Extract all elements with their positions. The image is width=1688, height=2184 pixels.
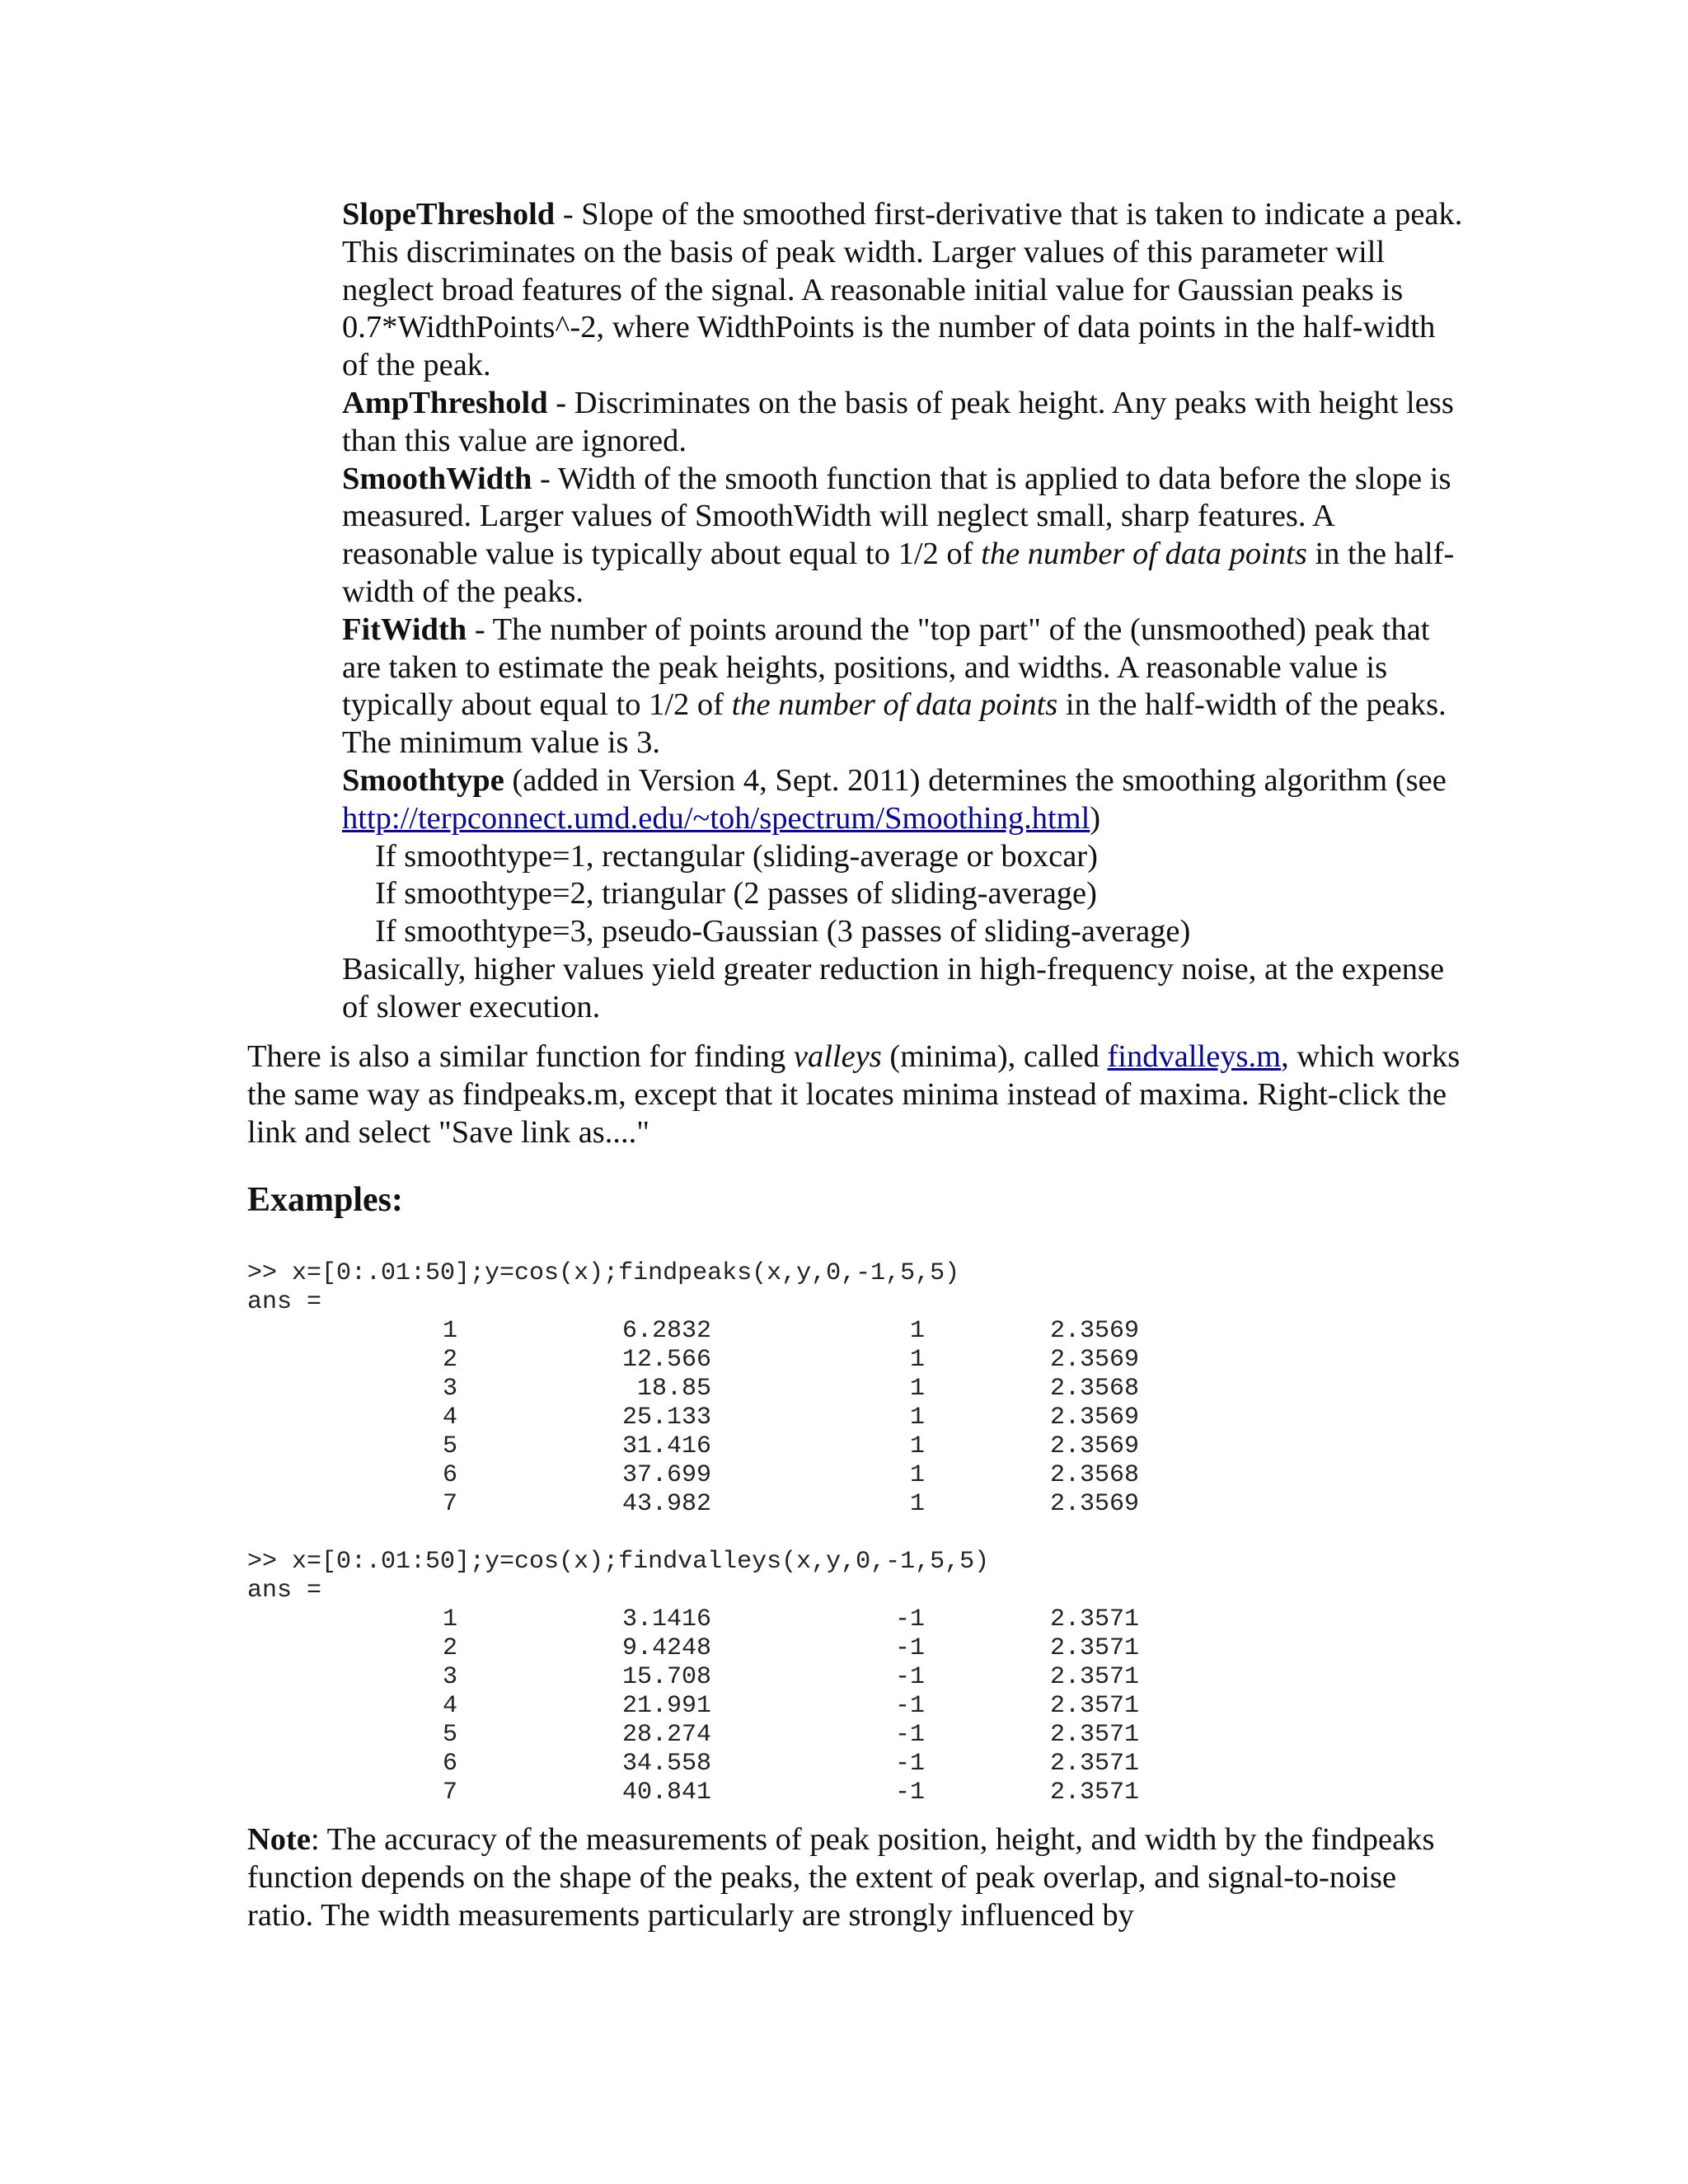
param-fit-width — [342, 612, 1463, 762]
table-row — [247, 1663, 1139, 1692]
table-cell: 1 — [442, 1605, 457, 1633]
table-cell: 2.3569 — [1049, 1490, 1139, 1518]
param-name: FitWidth — [342, 612, 467, 647]
example-findpeaks — [247, 1259, 1139, 1519]
code-command: >> x=[0:.01:50];y=cos(x);findvalleys(x,y,0,-1,5,5) — [247, 1548, 990, 1576]
table-cell: 7 — [442, 1490, 457, 1518]
table-cell: 2.3571 — [1049, 1779, 1139, 1807]
results-table — [247, 1317, 1139, 1519]
table-cell: 2.3571 — [1049, 1605, 1139, 1633]
table-cell: 2.3571 — [1049, 1750, 1139, 1778]
table-cell: 6.2832 — [621, 1317, 711, 1345]
table-row — [247, 1346, 1139, 1375]
examples-heading: Examples: — [247, 1181, 403, 1219]
table-cell: 4 — [442, 1692, 457, 1720]
table-cell: -1 — [894, 1663, 925, 1691]
valleys-paragraph — [247, 1038, 1467, 1151]
table-cell: 5 — [442, 1432, 457, 1460]
param-name: SmoothWidth — [342, 461, 532, 496]
table-cell: 43.982 — [621, 1490, 711, 1518]
table-cell: 25.133 — [621, 1404, 711, 1432]
param-description: - Discriminates on the basis of peak height. Any peaks with height less than this value are ignored. — [342, 385, 1454, 458]
smooth-note: Basically, higher values yield greater reduction in high-frequency noise, at the expense of slower execution. — [342, 951, 1445, 1024]
table-cell: 3 — [442, 1663, 457, 1691]
table-cell: 28.274 — [621, 1721, 711, 1749]
table-cell: 37.699 — [621, 1461, 711, 1489]
param-description: (added in Version 4, Sept. 2011) determines the smoothing algorithm (see — [504, 762, 1447, 798]
table-cell: 2.3571 — [1049, 1663, 1139, 1691]
table-cell: 2.3571 — [1049, 1692, 1139, 1720]
table-cell: 1 — [442, 1317, 457, 1345]
valleys-text-post: , which works the same way as findpeaks.m, except that it locates minima instead of maxima. Right-click the link and select "Save link as...." — [247, 1039, 1461, 1150]
smooth-option: If smoothtype=2, triangular (2 passes of sliding-average) — [375, 876, 1097, 912]
table-cell: -1 — [894, 1750, 925, 1778]
table-row — [247, 1692, 1139, 1721]
table-row — [247, 1605, 1139, 1634]
param-description-end: in the half-width of the peaks. — [342, 537, 1455, 609]
table-row — [247, 1750, 1139, 1779]
table-cell: -1 — [894, 1779, 925, 1807]
table-cell: 7 — [442, 1779, 457, 1807]
valleys-text-pre: There is also a similar function for finding — [247, 1039, 794, 1074]
table-row — [247, 1490, 1139, 1519]
table-cell: 5 — [442, 1721, 457, 1749]
table-cell: 2.3569 — [1049, 1404, 1139, 1432]
table-cell: 40.841 — [621, 1779, 711, 1807]
table-cell: 6 — [442, 1750, 457, 1778]
table-cell: 31.416 — [621, 1432, 711, 1460]
table-cell: 1 — [909, 1375, 925, 1403]
table-cell: 4 — [442, 1404, 457, 1432]
table-row — [247, 1375, 1139, 1404]
param-name: SlopeThreshold — [342, 197, 556, 232]
param-name: Smoothtype — [342, 762, 504, 798]
table-row — [247, 1461, 1139, 1490]
table-cell: 1 — [909, 1346, 925, 1374]
table-cell: 3.1416 — [621, 1605, 711, 1633]
valleys-text-mid: (minima), called — [881, 1039, 1108, 1074]
table-cell: 2.3569 — [1049, 1432, 1139, 1460]
code-ans-label: ans = — [247, 1288, 322, 1316]
smooth-option: If smoothtype=1, rectangular (sliding-average or boxcar) — [375, 838, 1098, 874]
param-description: - Width of the smooth function that is applied to data before the slope is measured. Larger values of SmoothWidth will neglect small, sharp features. A reasonable value is typically about equal to 1/2 of — [342, 461, 1451, 572]
table-cell: 2.3569 — [1049, 1346, 1139, 1374]
code-command: >> x=[0:.01:50];y=cos(x);findpeaks(x,y,0,-1,5,5) — [247, 1259, 960, 1287]
table-cell: 1 — [909, 1404, 925, 1432]
code-ans-label: ans = — [247, 1577, 322, 1605]
table-cell: 12.566 — [621, 1346, 711, 1374]
smoothing-link[interactable]: http://terpconnect.umd.edu/~toh/spectrum/Smoothing.html — [342, 800, 1090, 836]
table-cell: 34.558 — [621, 1750, 711, 1778]
note-label: Note — [247, 1822, 311, 1857]
table-cell: 2.3571 — [1049, 1634, 1139, 1662]
table-cell: 15.708 — [621, 1663, 711, 1691]
table-cell: -1 — [894, 1692, 925, 1720]
param-emphasis: the number of data points — [731, 687, 1058, 723]
table-cell: 2.3568 — [1049, 1375, 1139, 1403]
note-text: : The accuracy of the measurements of peak position, height, and width by the findpeaks function depends on the shape of the peaks, the extent of peak overlap, and signal-to-noise ratio. The width measurements particularly are strongly influenced by — [247, 1822, 1435, 1933]
table-cell: 6 — [442, 1461, 457, 1489]
example-findvalleys — [247, 1548, 1139, 1807]
findvalleys-link[interactable]: findvalleys.m — [1107, 1039, 1282, 1074]
param-slope-threshold — [342, 196, 1463, 385]
table-cell: -1 — [894, 1605, 925, 1633]
table-cell: 2.3568 — [1049, 1461, 1139, 1489]
table-row — [247, 1317, 1139, 1346]
param-description-end: ) — [1090, 800, 1101, 836]
table-cell: -1 — [894, 1634, 925, 1662]
table-cell: 2.3569 — [1049, 1317, 1139, 1345]
table-cell: 1 — [909, 1432, 925, 1460]
smooth-option: If smoothtype=3, pseudo-Gaussian (3 passes of sliding-average) — [375, 914, 1191, 949]
table-cell: 2 — [442, 1346, 457, 1374]
table-row — [247, 1721, 1139, 1750]
table-row — [247, 1634, 1139, 1663]
parameter-list — [342, 196, 1463, 1027]
param-description: - Slope of the smoothed first-derivative that is taken to indicate a peak. This discriminates on the basis of peak width. Larger values of this parameter will neglect broad features of the signal. A reasonable initial value for Gaussian peaks is 0.7*WidthPoints^-2, where WidthPoints is the number of data points in the half-width of the peak. — [342, 197, 1463, 383]
table-row — [247, 1779, 1139, 1807]
table-cell: 2 — [442, 1634, 457, 1662]
table-cell: 3 — [442, 1375, 457, 1403]
table-cell: 18.85 — [636, 1375, 711, 1403]
results-table — [247, 1605, 1139, 1807]
param-amp-threshold — [342, 385, 1463, 461]
table-cell: 1 — [909, 1461, 925, 1489]
param-description: - The number of points around the "top part" of the (unsmoothed) peak that are taken to estimate the peak heights, positions, and widths. A reasonable value is typically about equal to 1/2 of — [342, 612, 1430, 723]
table-cell: -1 — [894, 1721, 925, 1749]
param-smoothtype — [342, 762, 1463, 1027]
table-cell: 21.991 — [621, 1692, 711, 1720]
param-description-end: in the half-width of the peaks. The minimum value is 3. — [342, 687, 1447, 761]
table-row — [247, 1404, 1139, 1432]
valleys-emphasis: valleys — [793, 1039, 882, 1074]
table-row — [247, 1432, 1139, 1461]
param-emphasis: the number of data points — [981, 537, 1307, 572]
param-smooth-width — [342, 461, 1463, 612]
param-name: AmpThreshold — [342, 385, 548, 420]
table-cell: 1 — [909, 1317, 925, 1345]
table-cell: 9.4248 — [621, 1634, 711, 1662]
note-paragraph — [247, 1821, 1467, 1934]
table-cell: 2.3571 — [1049, 1721, 1139, 1749]
table-cell: 1 — [909, 1490, 925, 1518]
